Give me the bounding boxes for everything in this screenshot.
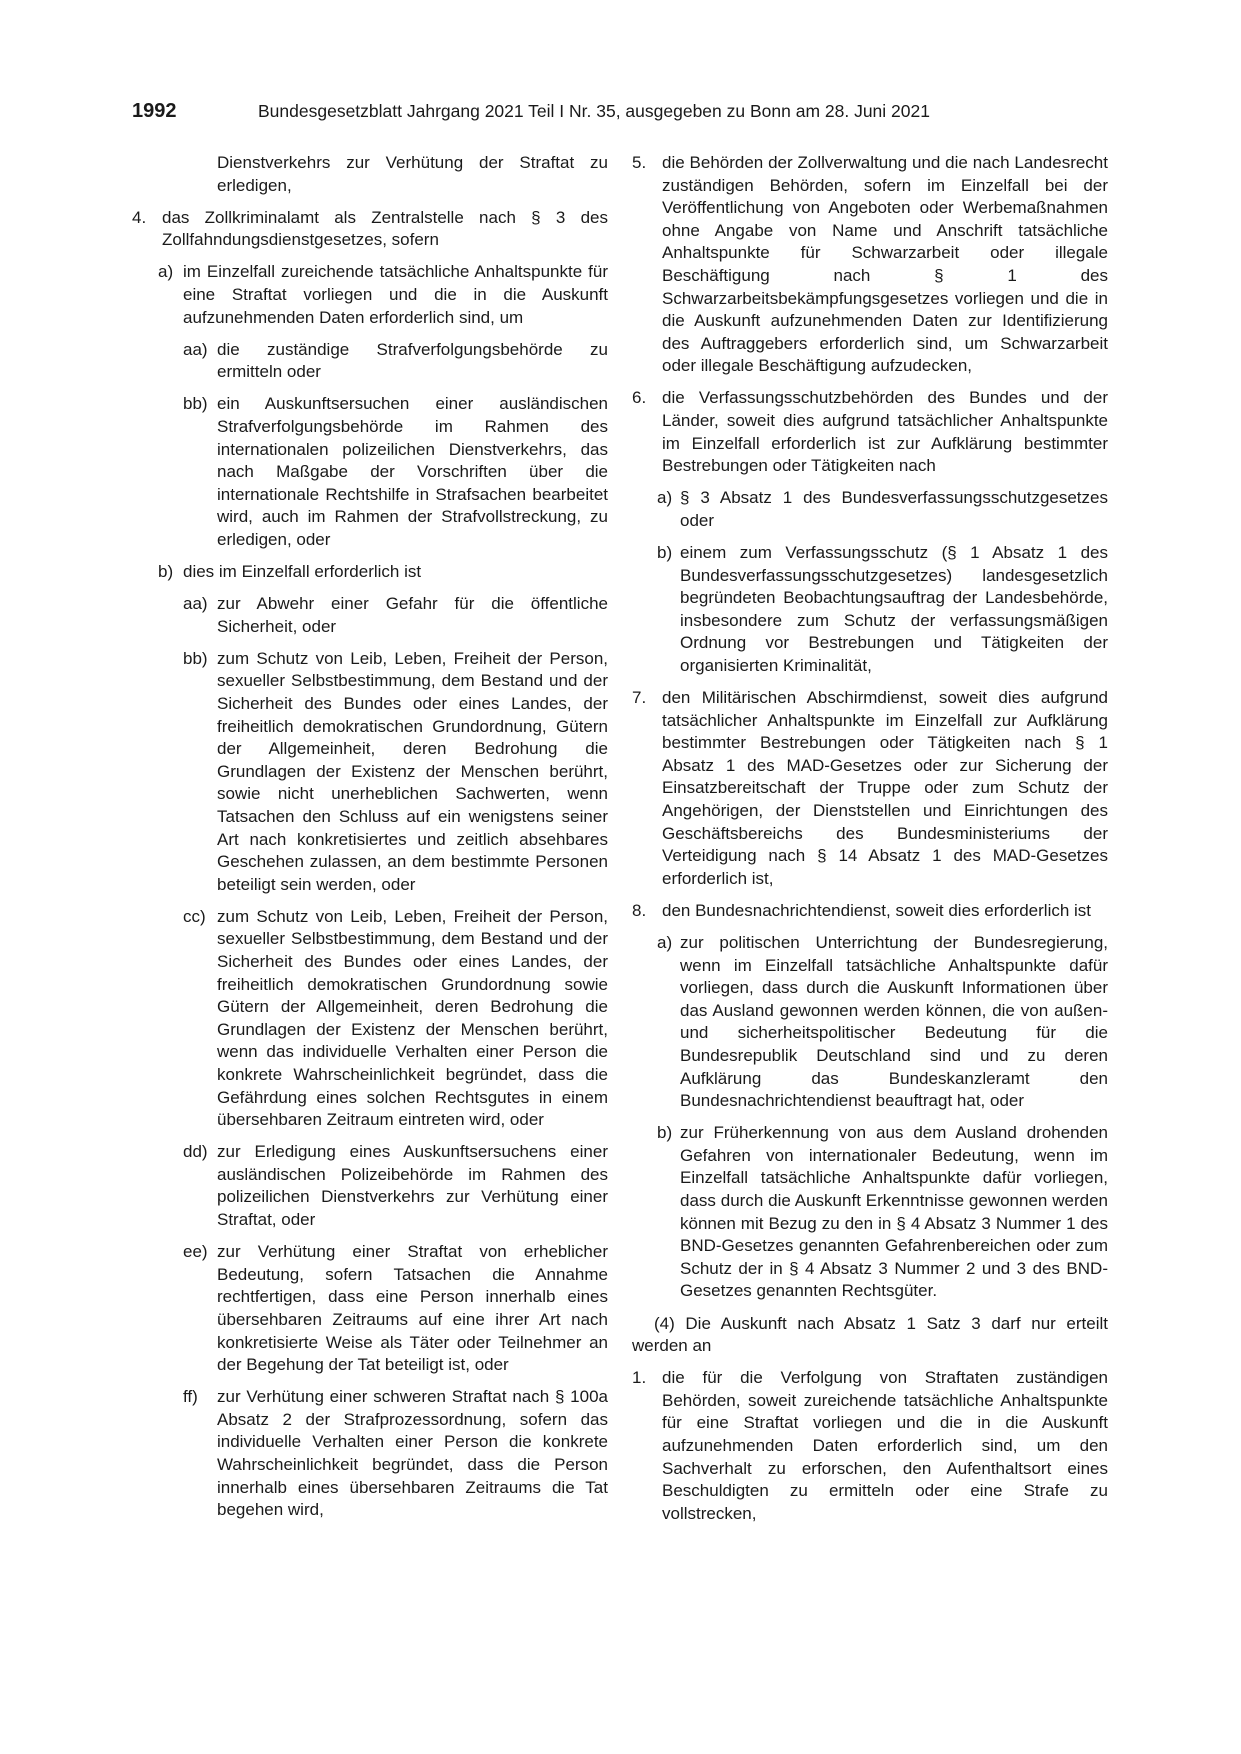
list-item-4b-aa <box>132 593 608 638</box>
list-item-7 <box>632 687 1108 890</box>
item-label: 1. <box>632 1368 647 1388</box>
item-label: aa) <box>183 594 208 614</box>
item-label: b) <box>657 1123 673 1143</box>
list-item-4b-bb <box>132 648 608 897</box>
list-item-4a-aa <box>132 339 608 384</box>
item-label: cc) <box>183 906 206 926</box>
list-item-8b <box>632 1122 1108 1303</box>
item-label: b) <box>158 562 174 581</box>
item-text: die zuständige Strafverfolgungsbehörde zu ermitteln oder <box>217 339 608 382</box>
item-text: das Zollkriminalamt als Zentralstelle nach § 3 des Zollfahndungsdienstgesetzes, sofern <box>162 207 608 250</box>
continued-text: Dienstverkehrs zur Verhütung der Straftat zu erledigen, <box>217 153 608 195</box>
item-text: zur Verhütung einer schweren Straftat nach § 100a Absatz 2 der Strafprozessordnung, sofern das individuelle Verhalten einer Person die konkrete Wahrscheinlichkeit begründet, dass die Person innerhalb eines übersehbaren Zeitraums die Tat begehen wird, <box>217 1387 608 1520</box>
list-item-8 <box>632 900 1108 923</box>
item-text: zur Früherkennung von aus dem Ausland drohenden Gefahren von internationaler Bedeutung, wenn im Einzelfall tatsächliche Anhaltspunkte dafür vorliegen, dass durch die Auskunft Erkenntnisse gewonnen werden können mit Bezug zu den in § 4 Absatz 3 Nummer 1 des BND-Gesetzes genannten Gefahrenbereichen oder zum Schutz der in § 4 Absatz 3 Nummer 2 und 3 des BND-Gesetzes genannten Rechtsgüter. <box>680 1123 1108 1301</box>
list-item-4b-ff <box>132 1386 608 1522</box>
item-text: den Bundesnachrichtendienst, soweit dies erforderlich ist <box>662 900 1092 920</box>
left-column <box>132 152 608 1531</box>
list-item-4 <box>132 207 608 252</box>
item-text: zur Erledigung eines Auskunftsersuchens einer ausländischen Polizeibehörde im Rahmen des polizeilichen Dienstverkehrs zur Verhütung einer Straftat, oder <box>217 1142 608 1230</box>
item-text: § 3 Absatz 1 des Bundesverfassungsschutzgesetzes oder <box>680 488 1108 530</box>
item-text: zur Abwehr einer Gefahr für die öffentliche Sicherheit, oder <box>217 594 608 636</box>
list-item-6 <box>632 387 1108 477</box>
item-label: bb) <box>183 648 208 668</box>
item-label: b) <box>657 543 673 562</box>
list-item-4a <box>132 261 608 329</box>
page-number: 1992 <box>132 100 177 122</box>
item-label: a) <box>657 933 673 952</box>
item-text: die für die Verfolgung von Straftaten zuständigen Behörden, soweit zureichende tatsächliche Anhaltspunkte für eine Straftat vorliegen und die in die Auskunft aufzunehmenden Daten erforderlich sind, um den Sachverhalt zu erforschen, den Aufenthaltsort eines Beschuldigten zu ermitteln oder eine Strafe zu vollstrecken, <box>662 1368 1108 1523</box>
running-title: Bundesgesetzblatt Jahrgang 2021 Teil I Nr. 35, ausgegeben zu Bonn am 28. Juni 2021 <box>258 101 930 121</box>
item-label: bb) <box>183 394 208 414</box>
item-label: ee) <box>183 1242 208 1262</box>
item-label: a) <box>657 488 673 508</box>
item-label: 6. <box>632 388 647 408</box>
item-text: dies im Einzelfall erforderlich ist <box>183 562 422 581</box>
item-text: einem zum Verfassungsschutz (§ 1 Absatz 1 des Bundesverfassungsschutzgesetzes) landesgesetzlich begründeten Beobachtungsauftrag der Landesbehörde, insbesondere zum Schutz der verfassungsmäßigen Ordnung vor Bestrebungen und Tätigkeiten der organisierten Kriminalität, <box>680 543 1108 675</box>
item-label: ff) <box>183 1387 198 1407</box>
list-item-8a <box>632 932 1108 1113</box>
list-item-4b-dd <box>132 1141 608 1231</box>
item-text: zur politischen Unterrichtung der Bundesregierung, wenn im Einzelfall tatsächliche Anhaltspunkte dafür vorliegen, dass durch die Auskunft Informationen über das Ausland gewonnen werden können, die von außen- und sicherheitspolitischer Bedeutung für die Bundesrepublik Deutschland sind und zu deren Aufklärung das Bundeskanzleramt den Bundesnachrichtendienst beauftragt hat, oder <box>680 933 1108 1111</box>
item-text: ein Auskunftsersuchen einer ausländischen Strafverfolgungsbehörde im Rahmen des internationalen polizeilichen Dienstverkehrs, das nach Maßgabe der Vorschriften über die internationale Rechtshilfe in Strafsachen bearbeitet wird, auch im Rahmen der Strafvollstreckung, zu erledigen, oder <box>217 394 608 549</box>
paragraph-4: (4) Die Auskunft nach Absatz 1 Satz 3 darf nur erteilt werden an <box>632 1313 1108 1356</box>
item-text: im Einzelfall zureichende tatsächliche Anhaltspunkte für eine Straftat vorliegen und die in die Auskunft aufzunehmenden Daten erforderlich sind, um <box>183 262 608 327</box>
list-item-4b <box>132 561 608 584</box>
item-label: aa) <box>183 339 208 359</box>
item-label: 7. <box>632 688 647 708</box>
list-item-6a <box>632 487 1108 532</box>
item-text: zum Schutz von Leib, Leben, Freiheit der Person, sexueller Selbstbestimmung, dem Bestand und der Sicherheit des Bundes oder eines Landes, der freiheitlich demokratischen Grundordnung, Gütern der Allgemeinheit, deren Bedrohung die Grundlagen der Existenz der Menschen berührt, sowie nicht unerheblichen Sachwerten, wenn Tatsachen den Schluss auf ein wenigstens seiner Art nach konkretisiertes und zeitlich absehbares Geschehen zulassen, an dem bestimmte Personen beteiligt sein werden, oder <box>217 648 608 894</box>
item-label: 8. <box>632 900 647 920</box>
right-column <box>632 152 1108 1535</box>
item-text: zum Schutz von Leib, Leben, Freiheit der Person, sexueller Selbstbestimmung, dem Bestand und der Sicherheit des Bundes oder eines Landes, der freiheitlich demokratischen Grundordnung sowie Gütern der Allgemeinheit, deren Bedrohung die Grundlagen der Existenz der Menschen berührt, wenn das individuelle Verhalten einer Person die konkrete Wahrscheinlichkeit begründet, dass die Gefährdung eines solchen Rechtsgutes in einem übersehbaren Zeitraum eintreten wird, oder <box>217 906 608 1130</box>
item-label: 5. <box>632 153 647 172</box>
list-item-4b-ee <box>132 1241 608 1377</box>
item-label: a) <box>158 262 174 282</box>
item-label: dd) <box>183 1142 208 1162</box>
list-item-6b <box>632 542 1108 678</box>
item-text: den Militärischen Abschirmdienst, soweit dies aufgrund tatsächlicher Anhaltspunkte im Einzelfall zur Aufklärung bestimmter Bestrebungen oder Tätigkeiten nach § 1 Absatz 1 des MAD-Gesetzes oder zur Sicherung der Einsatzbereitschaft der Truppe oder zum Schutz der Angehörigen, der Dienststellen und Einrichtungen des Geschäftsbereichs des Bundesministeriums der Verteidigung nach § 14 Absatz 1 des MAD-Gesetzes erforderlich ist, <box>662 688 1108 888</box>
list-item-p4-1 <box>632 1367 1108 1525</box>
item-text: zur Verhütung einer Straftat von erheblicher Bedeutung, sofern Tatsachen die Annahme rechtfertigen, dass eine Person innerhalb eines übersehbaren Zeitraums auf eine ihrer Art nach konkretisierte Weise als Täter oder Teilnehmer an der Begehung der Tat beteiligt ist, oder <box>217 1242 608 1375</box>
item-text: die Verfassungsschutzbehörden des Bundes und der Länder, soweit dies aufgrund tatsächlicher Anhaltspunkte im Einzelfall erforderlich ist zur Aufklärung bestimmter Bestrebungen oder Tätigkeiten nach <box>662 388 1108 476</box>
item-text: die Behörden der Zollverwaltung und die nach Landesrecht zuständigen Behörden, sofern im Einzelfall bei der Veröffentlichung von Angeboten oder Werbemaßnahmen ohne Angabe von Name und Anschrift tatsächliche Anhaltspunkte für Schwarzarbeit oder illegale Beschäftigung nach § 1 des Schwarzarbeitsbekämpfungsgesetzes vorliegen und die in die Auskunft aufzunehmenden Daten zur Identifizierung des Auftraggebers erforderlich sind, um Schwarzarbeit oder illegale Beschäftigung aufzudecken, <box>662 153 1108 376</box>
item-label: 4. <box>132 207 147 227</box>
list-item-4a-bb <box>132 393 608 551</box>
list-item-4b-cc <box>132 906 608 1132</box>
page-header <box>132 100 1112 124</box>
list-item-5 <box>632 152 1108 378</box>
